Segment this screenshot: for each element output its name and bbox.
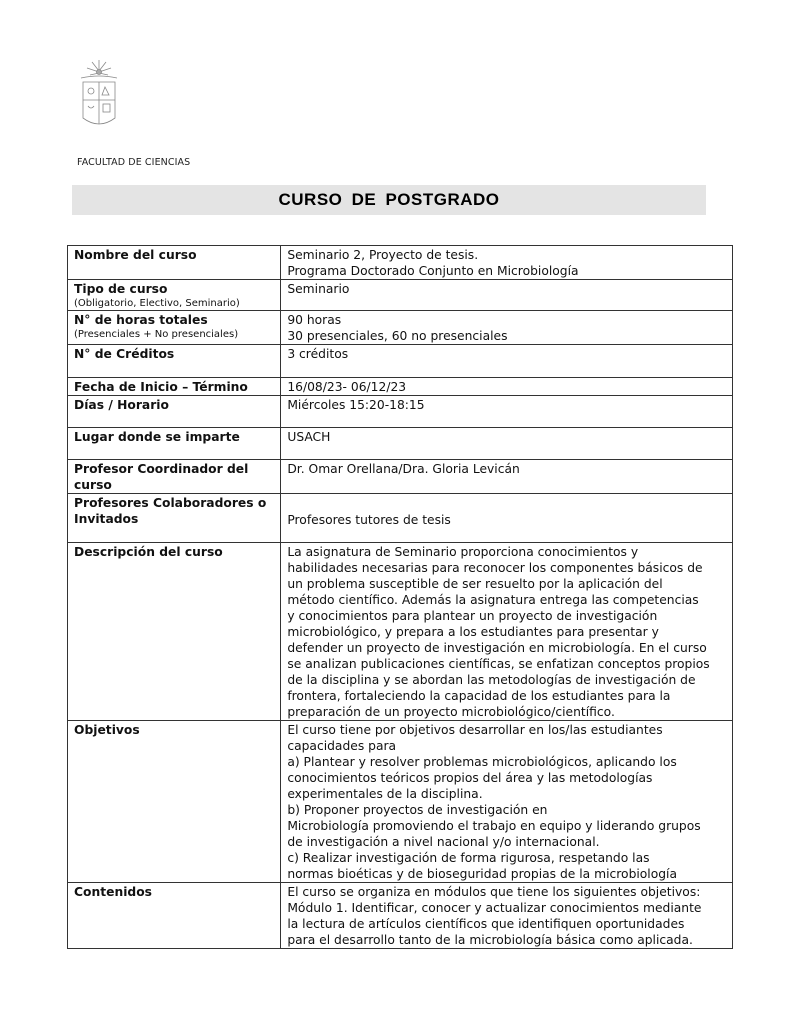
value-tipo: Seminario	[281, 280, 733, 311]
value-coordinador: Dr. Omar Orellana/Dra. Gloria Levicán	[281, 460, 733, 494]
label-colaboradores	[68, 494, 281, 543]
value-line: b) Proponer proyectos de investigación en	[287, 803, 548, 817]
row-lugar	[68, 428, 733, 460]
value-nombre	[281, 246, 733, 280]
value-line: experimentales de la disciplina.	[287, 787, 483, 801]
label-descripcion: Descripción del curso	[68, 543, 281, 721]
label-objetivos: Objetivos	[68, 721, 281, 883]
label-fecha: Fecha de Inicio – Término	[68, 378, 281, 396]
row-descripcion	[68, 543, 733, 721]
row-contenidos	[68, 883, 733, 949]
label-creditos: N° de Créditos	[68, 345, 281, 378]
value-colaboradores	[281, 494, 733, 543]
page-title-bar	[72, 185, 706, 215]
row-nombre	[68, 246, 733, 280]
value-line: El curso tiene por objetivos desarrollar en los/las estudiantes	[287, 723, 663, 737]
label-contenidos: Contenidos	[68, 883, 281, 949]
row-tipo	[68, 280, 733, 311]
row-fecha	[68, 378, 733, 396]
value-line: para el desarrollo tanto de la microbiología básica como aplicada.	[287, 933, 693, 947]
value-line: 30 presenciales, 60 no presenciales	[287, 329, 508, 343]
row-objetivos	[68, 721, 733, 883]
row-horas	[68, 311, 733, 345]
value-line: microbiológico, y prepara a los estudiantes para presentar y	[287, 625, 659, 639]
label-tipo-sub: (Obligatorio, Electivo, Seminario)	[74, 298, 240, 309]
value-creditos: 3 créditos	[281, 345, 733, 378]
value-line: Módulo 1. Identificar, conocer y actualizar conocimientos mediante	[287, 901, 702, 915]
row-colaboradores	[68, 494, 733, 543]
value-line: método científico. Además la asignatura entrega las competencias	[287, 593, 699, 607]
page-title: CURSO DE POSTGRADO	[278, 190, 500, 209]
value-line: a) Plantear y resolver problemas microbiológicos, aplicando los	[287, 755, 677, 769]
value-line: un problema susceptible de ser resuelto por la aplicación del	[287, 577, 663, 591]
value-line: conocimientos teóricos propios del área y las metodologías	[287, 771, 653, 785]
value-line: c) Realizar investigación de forma rigurosa, respetando las	[287, 851, 650, 865]
faculty-name: FACULTAD DE CIENCIAS	[77, 157, 191, 168]
label-nombre: Nombre del curso	[68, 246, 281, 280]
value-line: y conocimientos para plantear un proyecto de investigación	[287, 609, 658, 623]
value-contenidos	[281, 883, 733, 949]
value-line: El curso se organiza en módulos que tiene los siguientes objetivos:	[287, 885, 701, 899]
row-coordinador	[68, 460, 733, 494]
university-crest-icon	[78, 58, 120, 132]
label-horas-sub: (Presenciales + No presenciales)	[74, 329, 239, 340]
value-horas	[281, 311, 733, 345]
label-tipo-text: Tipo de curso	[74, 282, 168, 296]
value-line: de la disciplina y se abordan las metodologías de investigación de	[287, 673, 696, 687]
label-line: Invitados	[74, 512, 139, 526]
label-horas-text: N° de horas totales	[74, 313, 208, 327]
value-lugar: USACH	[281, 428, 733, 460]
value-line: defender un proyecto de investigación en microbiología. En el curso	[287, 641, 707, 655]
value-line: preparación de un proyecto microbiológico/científico.	[287, 705, 615, 719]
label-horas	[68, 311, 281, 345]
label-line: Profesores Colaboradores o	[74, 496, 267, 510]
value-line: Microbiología promoviendo el trabajo en equipo y liderando grupos	[287, 819, 701, 833]
value-line: habilidades necesarias para reconocer los componentes básicos de	[287, 561, 703, 575]
value-line: de investigación a nivel nacional y/o internacional.	[287, 835, 600, 849]
value-fecha: 16/08/23- 06/12/23	[281, 378, 733, 396]
label-lugar: Lugar donde se imparte	[68, 428, 281, 460]
value-line: La asignatura de Seminario proporciona conocimientos y	[287, 545, 639, 559]
value-line: 90 horas	[287, 313, 342, 327]
label-coordinador: Profesor Coordinador del curso	[68, 460, 281, 494]
value-line: Seminario 2, Proyecto de tesis.	[287, 248, 479, 262]
value-objetivos	[281, 721, 733, 883]
value-line: frontera, fortaleciendo la capacidad de los estudiantes para la	[287, 689, 671, 703]
course-table	[67, 245, 733, 949]
value-dias: Miércoles 15:20-18:15	[281, 396, 733, 428]
value-line: capacidades para	[287, 739, 397, 753]
value-line: Programa Doctorado Conjunto en Microbiología	[287, 264, 579, 278]
value-line: normas bioéticas y de bioseguridad propias de la microbiología	[287, 867, 678, 881]
row-dias	[68, 396, 733, 428]
value-line: se analizan publicaciones científicas, se enfatizan conceptos propios	[287, 657, 710, 671]
value-line: la lectura de artículos científicos que identifiquen oportunidades	[287, 917, 685, 931]
row-creditos	[68, 345, 733, 378]
label-tipo	[68, 280, 281, 311]
label-dias: Días / Horario	[68, 396, 281, 428]
value-descripcion	[281, 543, 733, 721]
value-colaboradores-text: Profesores tutores de tesis	[287, 513, 451, 527]
